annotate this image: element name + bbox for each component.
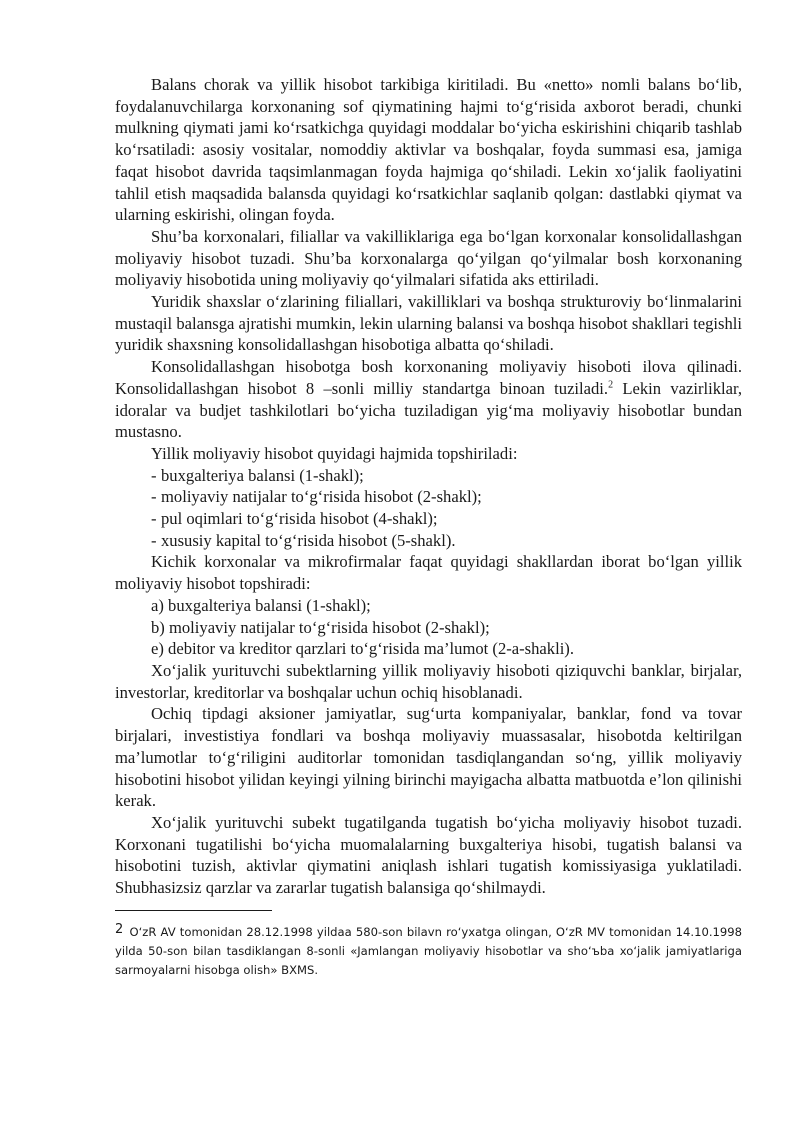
document-page [115,74,742,980]
list-item [115,530,742,552]
list-dash: - [151,530,157,550]
list-dash: - [151,509,157,529]
list-item: e) debitor va kreditor qarzlari to‘g‘risida ma’lumot (2-a-shakli). [151,639,574,659]
paragraph-text: Lekin vazirliklar, idoralar va budjet tashkilotlari bo‘yicha tuziladigan yig‘ma moliyaviy hisobotlar bundan mustasno. [115,378,742,442]
list-item-text: xususiy kapital to‘g‘risida hisobot (5-shakl). [161,530,456,550]
list-item [115,508,742,530]
paragraph: Xo‘jalik yurituvchi subektlarning yillik moliyaviy hisoboti qiziquvchi banklar, birjalar, investorlar, kreditorlar va boshqalar uchun ochiq hisoblanadi. [115,660,742,702]
list-dash: - [151,465,157,485]
paragraph-with-footnote-ref [115,356,742,443]
small-business-intro: Kichik korxonalar va mikrofirmalar faqat quyidagi shakllardan iborat bo‘lgan yillik moliyaviy hisobot topshiradi: [115,552,742,594]
paragraph-text: Konsolidallashgan hisobotga bosh korxonaning moliyaviy hisoboti ilova qilinadi. Konsolidallashgan hisobot 8 –sonli milliy standartga binoan tuziladi. [115,357,742,398]
list-item-text: buxgalteriya balansi (1-shakl); [161,465,364,485]
footnote [115,920,742,980]
list-item [115,465,742,487]
footnote-reference[interactable]: 2 [608,379,614,391]
paragraph: Shu’ba korxonalari, filiallar va vakilliklariga ega bo‘lgan korxonalar konsolidallashgan moliyaviy hisobot tuzadi. Shu’ba korxonalarga qo‘yilgan qo‘yilmalar bosh korxonaning moliyaviy hisobotida uning moliyaviy qo‘yilmalari sifatida aks ettiriladi. [115,226,742,290]
paragraph: Ochiq tipdagi aksioner jamiyatlar, sug‘urta kompaniyalar, banklar, fond va tovar birjalari, investistiya fondlari va boshqa moliyaviy muassasalar, hisobotda keltirilgan ma’lumotlar to‘g‘riligini auditorlar tomonidan tasdiqlangandan so‘ng, yillik moliyaviy hisobotini hisobot yilidan keyingi yilning birinchi mayigacha albatta matbuotda e’lon qilinishi kerak. [115,704,742,811]
footnote-mark: 2 [115,921,124,937]
list-item: a) buxgalteriya balansi (1-shakl); [151,595,371,615]
paragraph: Yuridik shaxslar o‘zlarining filiallari, vakilliklari va boshqa strukturoviy bo‘linmalarini mustaqil balansga ajratishi mumkin, lekin ularning balansi va boshqa hisobot shakllari tegishli yuridik shaxsning konsolidallashgan hisobotiga albatta qo‘shiladi. [115,292,742,355]
annual-report-intro: Yillik moliyaviy hisobot quyidagi hajmida topshiriladi: [151,443,518,463]
list-item-text: moliyaviy natijalar to‘g‘risida hisobot (2-shakl); [161,487,482,507]
paragraph: Xo‘jalik yurituvchi subekt tugatilganda tugatish bo‘yicha moliyaviy hisobot tuzadi. Korxonani tugatilishi bo‘yicha muomalalarning buxgalteriya hisobi, tugatish balansi va hisobotini tuzish, aktivlar qiymatini aniqlash ishlari tugatish komissiyasiga yuklatiladi. Shubhasizsiz qarzlar va zararlar tugatish balansiga qo‘shilmaydi. [115,812,742,898]
footnote-text: O‘zR AV tomonidan 28.12.1998 yildaa 580-son bilavn ro‘yxatga olingan, O‘zR MV tomonidan 14.10.1998 yilda 50-son bilan tasdiklangan 8-sonli «Jamlangan moliyaviy hisobotlar va sho‘ъba xo‘jalik jamiyatlariga sarmoyalarni hisobga olish» BXMS. [115,924,743,977]
list-item: b) moliyaviy natijalar to‘g‘risida hisobot (2-shakl); [151,617,490,637]
footnote-separator [115,910,272,911]
list-item [115,486,742,508]
paragraph: Balans chorak va yillik hisobot tarkibiga kiritiladi. Bu «netto» nomli balans bo‘lib, foydalanuvchilarga korxonaning sof qiymatining hajmi to‘g‘risida axborot beradi, chunki mulkning qiymati jami ko‘rsatkichga quyidagi moddalar bo‘yicha eskirishini chiqarib tashlab ko‘rsatiladi: asosiy vositalar, nomoddiy aktivlar va boshqalar, foyda summasi esa, jamiga faqat hisobot davrida taqsimlanmagan foyda hajmiga qo‘shiladi. Lekin xo‘jalik faoliyatini tahlil etish maqsadida balansda quyidagi ko‘rsatkichlar saqlanib qolgan: dastlabki qiymat va ularning eskirishi, olingan foyda. [115,75,742,225]
list-item-text: pul oqimlari to‘g‘risida hisobot (4-shakl); [161,509,438,529]
list-dash: - [151,487,157,507]
